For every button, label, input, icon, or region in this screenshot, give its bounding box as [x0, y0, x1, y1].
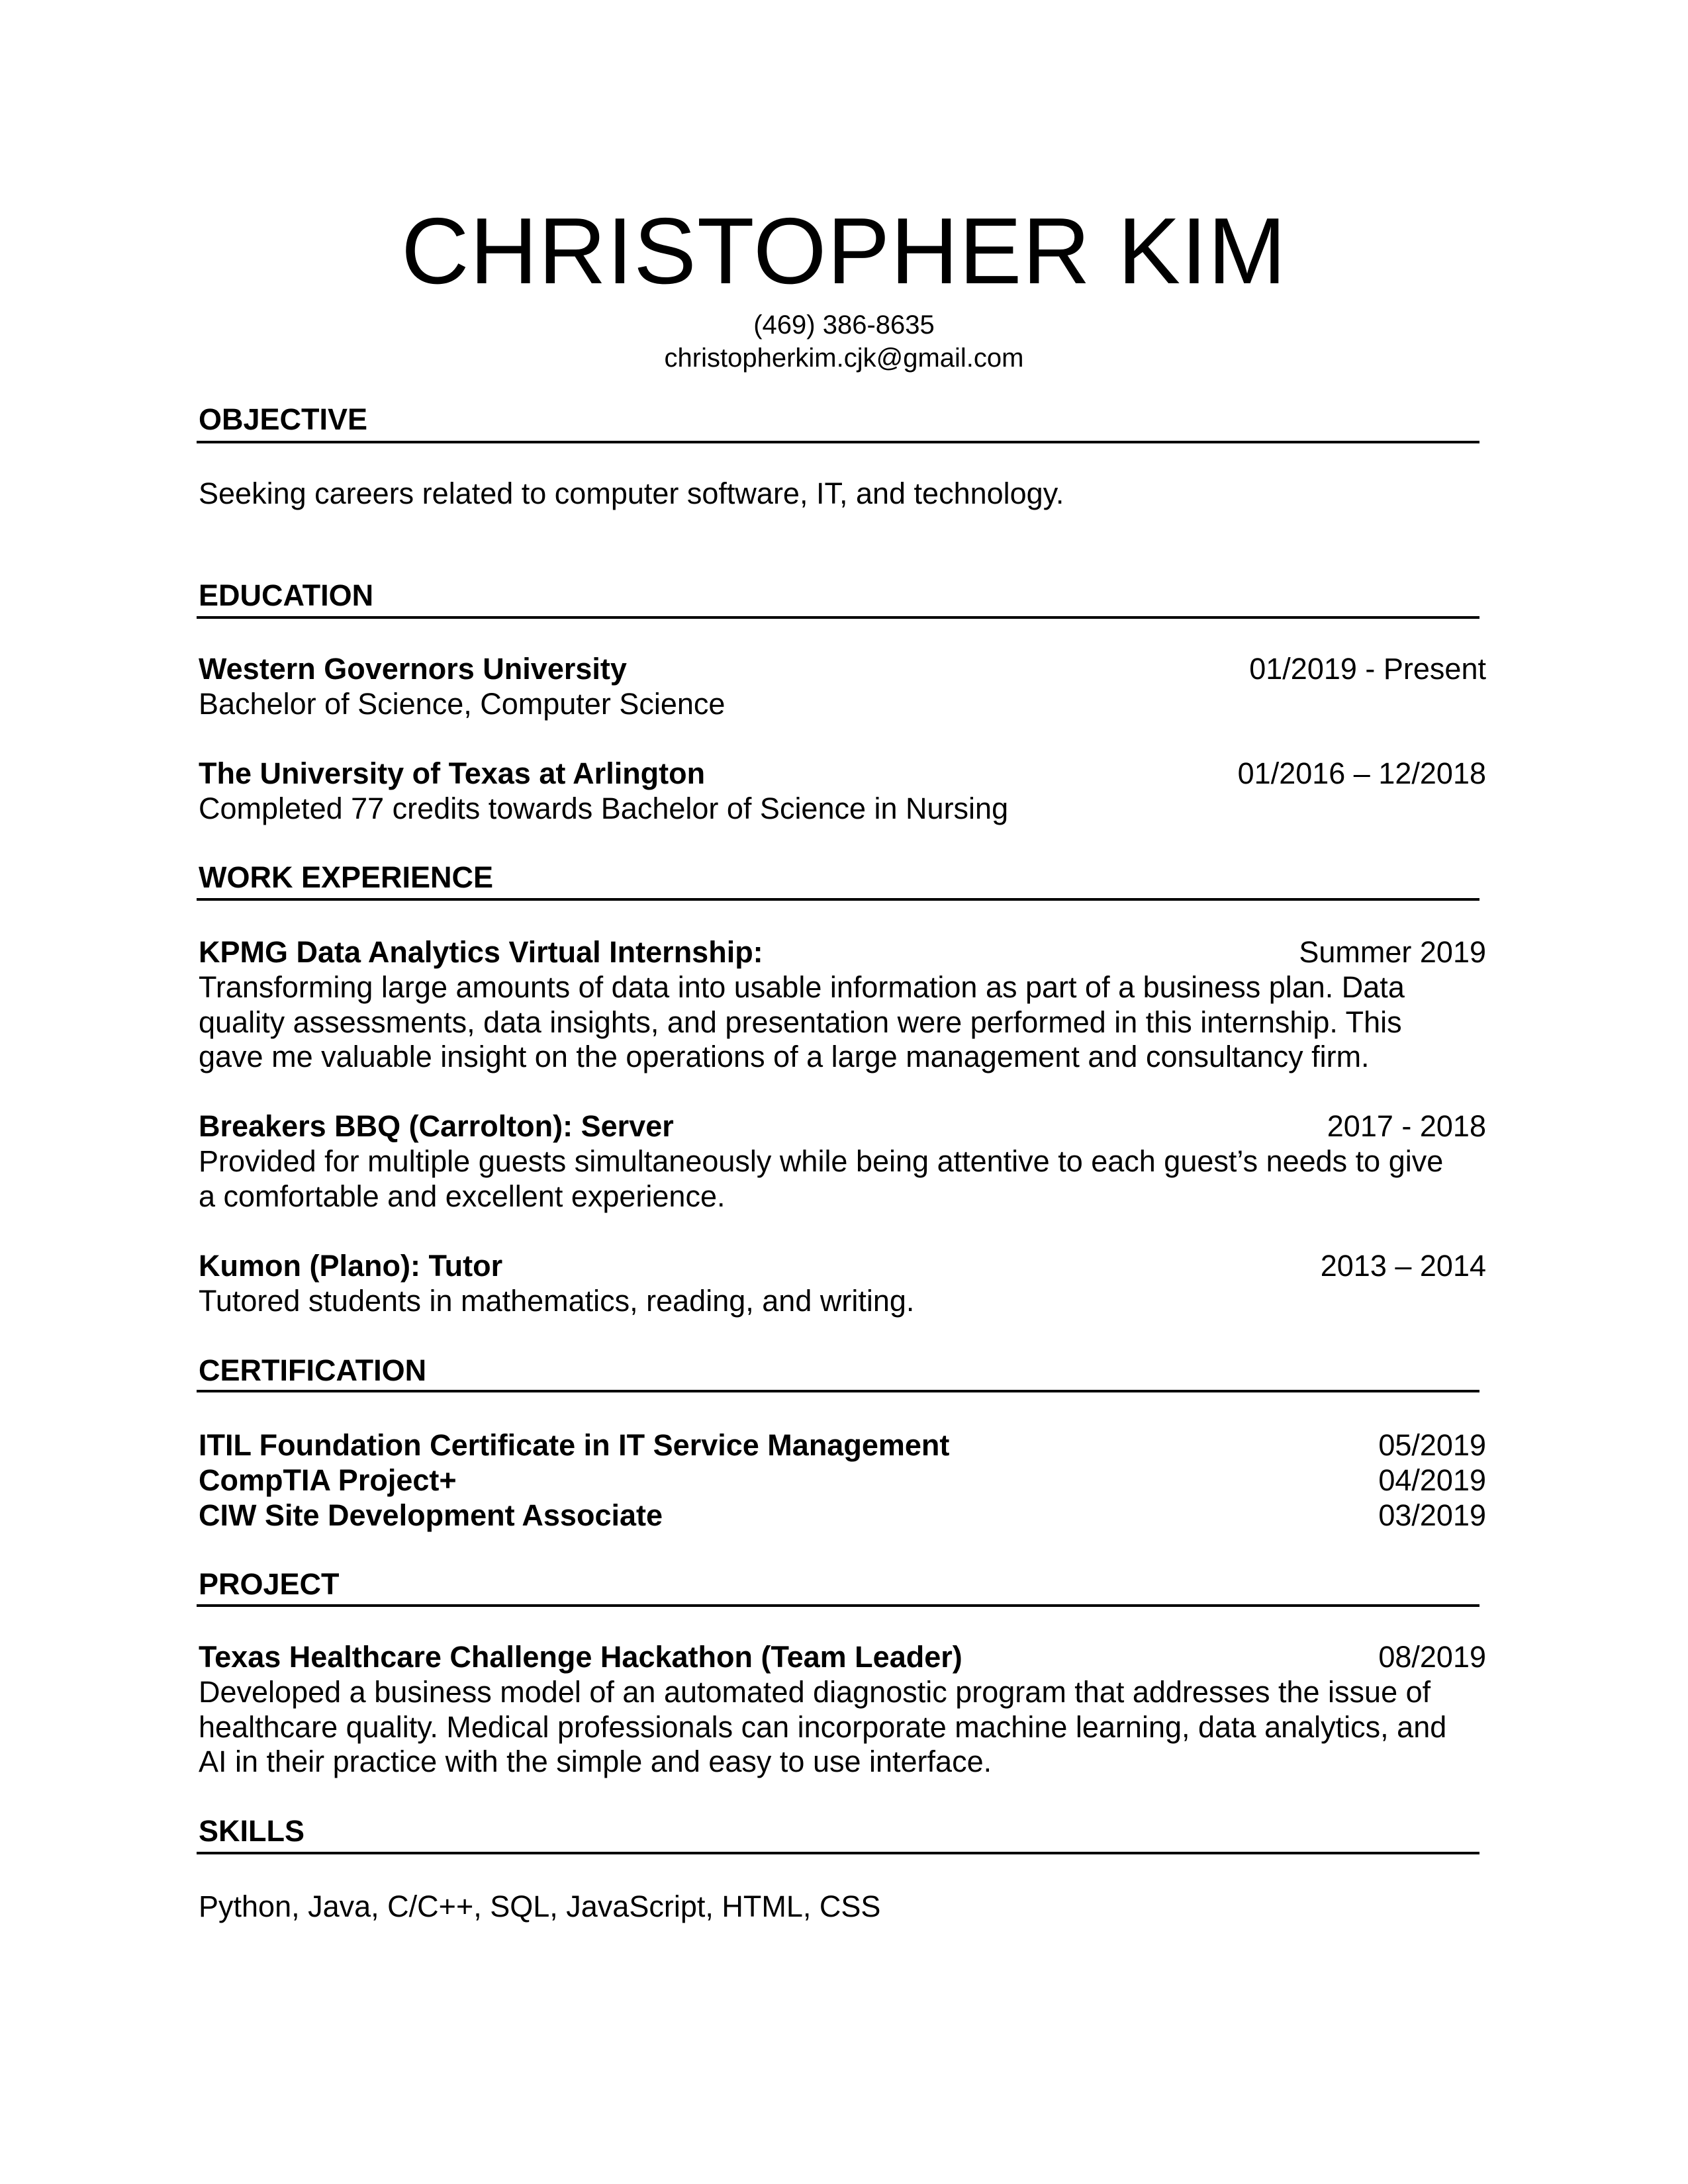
objective-divider [197, 441, 1479, 443]
objective-text: Seeking careers related to computer software, IT, and technology. [199, 477, 1064, 510]
education-degree: Bachelor of Science, Computer Science [199, 687, 726, 721]
job-title: KPMG Data Analytics Virtual Internship: [199, 935, 763, 969]
job-date: 2017 - 2018 [1327, 1109, 1486, 1143]
education-date: 01/2016 – 12/2018 [1237, 756, 1486, 790]
education-heading: EDUCATION [199, 578, 374, 612]
phone-number: (469) 386-8635 [753, 310, 935, 340]
certification-date: 03/2019 [1378, 1498, 1486, 1532]
work-heading: WORK EXPERIENCE [199, 860, 494, 894]
objective-heading: OBJECTIVE [199, 402, 368, 436]
certification-date: 05/2019 [1378, 1428, 1486, 1462]
certification-divider [197, 1390, 1479, 1392]
certification-date: 04/2019 [1378, 1463, 1486, 1497]
project-divider [197, 1604, 1479, 1607]
certification-title: ITIL Foundation Certificate in IT Service Management [199, 1428, 950, 1462]
email-address: christopherkim.cjk@gmail.com [664, 343, 1024, 373]
project-title: Texas Healthcare Challenge Hackathon (Team Leader) [199, 1640, 962, 1674]
education-divider [197, 616, 1479, 619]
skills-divider [197, 1852, 1479, 1854]
certification-title: CompTIA Project+ [199, 1463, 457, 1497]
project-heading: PROJECT [199, 1567, 340, 1601]
skills-heading: SKILLS [199, 1814, 305, 1848]
project-description: Developed a business model of an automated diagnostic program that addresses the issue of healthcare quality. Medical professionals can incorporate machine learning, data analytics, and AI in their practice with the simple and easy to use interface. [199, 1675, 1447, 1778]
job-description: Provided for multiple guests simultaneously while being attentive to each guest’s needs to give a comfortable and excellent experience. [199, 1144, 1444, 1213]
certification-heading: CERTIFICATION [199, 1353, 427, 1387]
job-date: Summer 2019 [1299, 935, 1486, 969]
education-date: 01/2019 - Present [1249, 652, 1486, 686]
candidate-name: CHRISTOPHER KIM [401, 199, 1287, 304]
job-date: 2013 – 2014 [1320, 1249, 1486, 1283]
skills-list: Python, Java, C/C++, SQL, JavaScript, HTML, CSS [199, 1889, 881, 1923]
certification-title: CIW Site Development Associate [199, 1498, 663, 1532]
job-description: Transforming large amounts of data into usable information as part of a business plan. Data quality assessments, data insights, and presentation were performed in this internship. This gave me valuable insight on the operations of a large management and consultancy firm. [199, 970, 1405, 1073]
job-title: Breakers BBQ (Carrolton): Server [199, 1109, 674, 1143]
education-school: The University of Texas at Arlington [199, 756, 706, 790]
work-divider [197, 898, 1479, 901]
project-date: 08/2019 [1378, 1640, 1486, 1674]
education-school: Western Governors University [199, 652, 627, 686]
education-degree: Completed 77 credits towards Bachelor of Science in Nursing [199, 792, 1009, 825]
job-description: Tutored students in mathematics, reading, and writing. [199, 1284, 915, 1318]
job-title: Kumon (Plano): Tutor [199, 1249, 503, 1283]
